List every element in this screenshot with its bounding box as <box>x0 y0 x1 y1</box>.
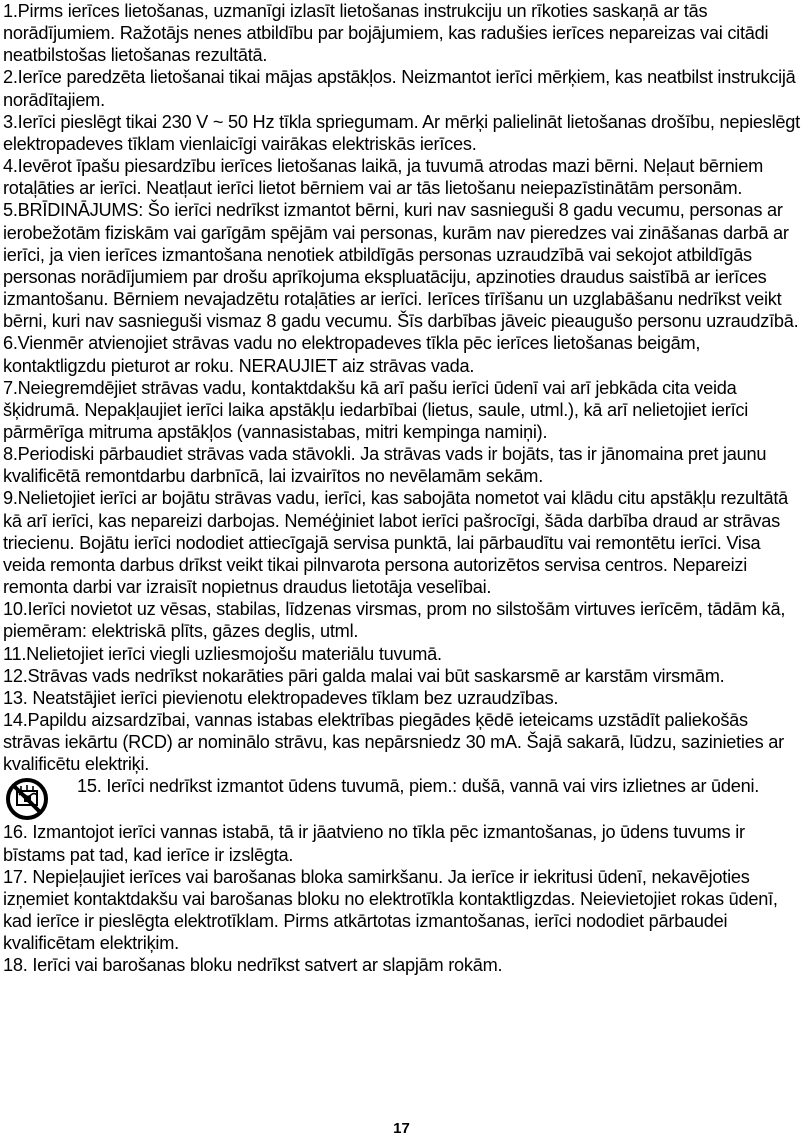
instruction-13: 13. Neatstājiet ierīci pievienotu elektropadeves tīklam bez uzraudzības. <box>3 687 559 708</box>
instruction-10: 10.Ierīci novietot uz vēsas, stabilas, līdzenas virsmas, prom no silstošām virtuves ierīcēm, tādām kā, piemēram: elektriskā plīts, gāzes deglis, utml. <box>3 599 786 642</box>
instruction-16: 16. Izmantojot ierīci vannas istabā, tā ir jāatvieno no tīkla pēc izmantošanas, jo ūdens tuvums ir bīstams pat tad, kad ierīce ir izslēgta. <box>3 822 745 865</box>
instruction-6: 6.Vienmēr atvienojiet strāvas vadu no elektropadeves tīkla pēc ierīces lietošanas beigām, kontaktligzdu pieturot ar roku. NERAUJIET aiz strāvas vada. <box>3 333 701 376</box>
instruction-12: 12.Strāvas vads nedrīkst nokarāties pāri galda malai vai būt saskarsmē ar karstām virsmām. <box>3 665 725 686</box>
instruction-11: 11.Nelietojiet ierīci viegli uzliesmojošu materiālu tuvumā. <box>3 643 442 664</box>
instruction-18: 18. Ierīci vai barošanas bloku nedrīkst satvert ar slapjām rokām. <box>3 955 503 976</box>
instruction-7: 7.Neiegremdējiet strāvas vadu, kontaktdakšu kā arī pašu ierīci ūdenī vai arī jebkāda cita veida šķidrumā. Nepakļaujiet ierīci laika apstākļu iedarbībai (lietus, saule, utml.), kā arī nelietojiet ierīci pārmērīga mitruma apstākļos (vannasistabas, mitri kempinga namiņi). <box>3 377 749 442</box>
instruction-2: 2.Ierīce paredzēta lietošanai tikai mājas apstākļos. Neizmantot ierīci mērķiem, kas neatbilst instrukcijā norādītajiem. <box>3 67 796 110</box>
instruction-5-warning: 5.BRĪDINĀJUMS: Šo ierīci nedrīkst izmantot bērni, kuri nav sasnieguši 8 gadu vecumu, personas ar ierobežotām fiziskām vai garīgām spējām vai personas, kurām nav pieredzes vai zināšanas darbā ar ierīci, ja vien ierīces izmantošana nenotiek atbildīgās personas uzraudzībā vai sekojot atbildīgās personas norādījumiem par drošu aprīkojuma ekspluatāciju, apzinoties draudus saistībā ar ierīces izmantošanu. Bērniem nevajadzētu rotaļāties ar ierīci. Ierīces tīrīšanu un uzglabāšanu nedrīkst veikt bērni, kuri nav sasnieguši vismaz 8 gadu vecumu. Šīs darbības jāveic pieaugušo personu uzraudzībā. <box>3 200 799 332</box>
instruction-15-row <box>3 775 801 821</box>
instruction-15: 15. Ierīci nedrīkst izmantot ūdens tuvumā, piem.: dušā, vannā vai virs izlietnes ar ūdeni. <box>77 776 760 797</box>
safety-instructions <box>3 0 801 977</box>
instruction-17: 17. Nepieļaujiet ierīces vai barošanas bloka samirkšanu. Ja ierīce ir iekritusi ūdenī, nekavējoties izņemiet kontaktdakšu vai barošanas bloku no elektrotīkla kontaktligzdas. Neievietojiet rokas ūdenī, kad ierīce ir pieslēgta elektrotīklam. Pirms atkārtotas izmantošanas, ierīci nododiet pārbaudei kvalificētam elektriķim. <box>3 866 778 954</box>
instruction-9: 9.Nelietojiet ierīci ar bojātu strāvas vadu, ierīci, kas sabojāta nometot vai klādu citu apstākļu rezultātā kā arī ierīci, kas nepareizi darbojas. Neméģiniet labot ierīci pašrocīgi, šāda darbība draud ar strāvas triecienu. Bojātu ierīci nododiet attiecīgajā servisa punktā, lai pārbaudītu vai remontētu ierīci. Visa veida remonta darbus drīkst veikt tikai pilnvarota persona autorizētos servisa centros. Nepareizi remonta darbi var izraisīt nopietnus draudus lietotāja veselībai. <box>3 488 789 598</box>
no-water-bath-icon <box>5 777 65 821</box>
page-number: 17 <box>393 1120 410 1137</box>
instruction-4: 4.Ievērot īpašu piesardzību ierīces lietošanas laikā, ja tuvumā atrodas mazi bērni. Neļaut bērniem rotaļāties ar ierīci. Neatļaut ierīci lietot bērniem vai ar tās lietošanu neiepazīstinātām personām. <box>3 156 763 199</box>
instruction-8: 8.Periodiski pārbaudiet strāvas vada stāvokli. Ja strāvas vads ir bojāts, tas ir jānomaina pret jaunu kvalificētā remontdarbu darbnīcā, lai izvairītos no nevēlamām sekām. <box>3 444 767 487</box>
instruction-14: 14.Papildu aizsardzībai, vannas istabas elektrības piegādes ķēdē ieteicams uzstādīt paliekošās strāvas iekārtu (RCD) ar nominālo strāvu, kas nepārsniedz 30 mA. Šajā sakarā, lūdzu, sazinieties ar kvalificētu elektriķi. <box>3 710 784 775</box>
instruction-3: 3.Ierīci pieslēgt tikai 230 V ~ 50 Hz tīkla spriegumam. Ar mērķi palielināt lietošanas drošību, nepieslēgt elektropadeves tīklam vienlaicīgi vairākas elektriskās ierīces. <box>3 111 800 154</box>
instruction-1: 1.Pirms ierīces lietošanas, uzmanīgi izlasīt lietošanas instrukciju un rīkoties saskaņā ar tās norādījumiem. Ražotājs nenes atbildību par bojājumiem, kas radušies ierīces nepareizas vai citādi neatbilstošas lietošanas rezultātā. <box>3 1 769 66</box>
